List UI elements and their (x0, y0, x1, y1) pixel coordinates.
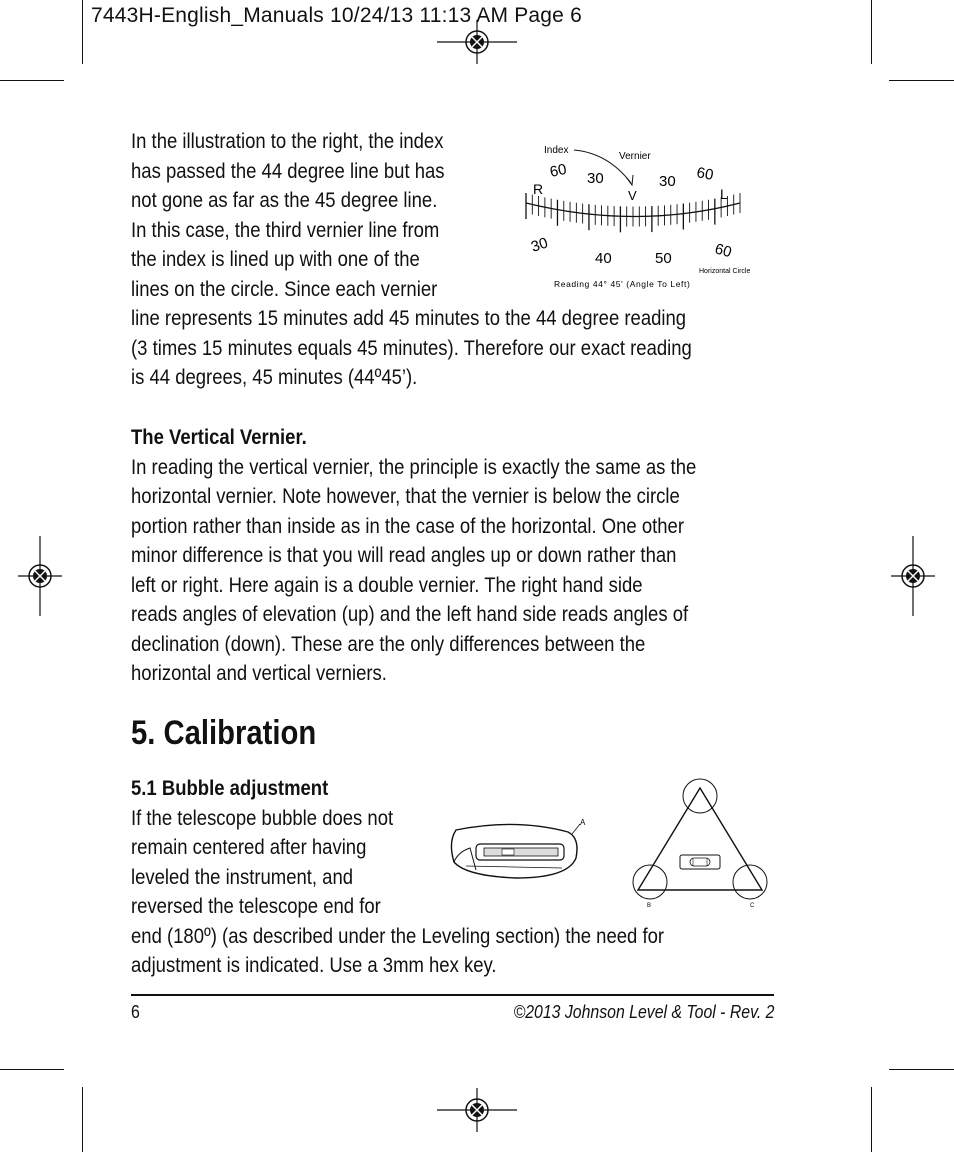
intro-line: the index is lined up with one of the (131, 247, 420, 271)
registration-mark-right (891, 536, 935, 616)
registration-mark-top (437, 20, 517, 64)
circle-number: 60 (712, 240, 734, 262)
vernier-number: 30 (587, 170, 604, 187)
intro-line: In the illustration to the right, the index (131, 129, 444, 153)
vertical-line: declination (down). These are the only differences between the (131, 631, 646, 656)
vertical-line: horizontal and vertical verniers. (131, 661, 387, 685)
label-b: B (647, 903, 652, 909)
intro-line: lines on the circle. Since each vernier (131, 276, 438, 301)
intro-line: In this case, the third vernier line from (131, 217, 440, 242)
registration-mark-left (18, 536, 62, 616)
vernier-number: 30 (659, 173, 676, 190)
intro-line: has passed the 44 degree line but has (131, 158, 445, 183)
vertical-line: portion rather than inside as in the case of the horizontal. One other (131, 513, 684, 538)
v-label: V (628, 188, 637, 203)
leveling-screws-diagram (630, 776, 770, 910)
bubble-line: end (180º) (as described under the Leveling section) the need for (131, 923, 665, 948)
intro-line: not gone as far as the 45 degree line. (131, 188, 438, 212)
intro-line: (3 times 15 minutes equals 45 minutes). Therefore our exact reading (131, 335, 692, 360)
bubble-line: If the telescope bubble does not (131, 805, 394, 830)
label-a: A (580, 818, 586, 827)
vernier-number: 60 (695, 164, 715, 184)
horizontal-vernier-illustration (518, 135, 768, 295)
vertical-line: reads angles of elevation (up) and the left hand side reads angles of (131, 602, 689, 626)
index-label: Index (544, 145, 569, 156)
intro-line: line represents 15 minutes add 45 minutes to the 44 degree reading (131, 306, 687, 330)
copyright-line: ©2013 Johnson Level & Tool - Rev. 2 (513, 1002, 774, 1022)
vertical-line: In reading the vertical vernier, the principle is exactly the same as the (131, 454, 697, 479)
subsection-title: 5.1 Bubble adjustment (131, 776, 329, 800)
vertical-line: horizontal vernier. Note however, that the vernier is below the circle (131, 484, 680, 508)
label-c: C (750, 903, 755, 909)
circle-number: 40 (595, 250, 612, 267)
vernier-number: 60 (548, 160, 569, 181)
circle-number: 50 (655, 250, 672, 267)
section-title: 5. Calibration (131, 714, 317, 752)
registration-mark-bottom (437, 1088, 517, 1132)
intro-line: is 44 degrees, 45 minutes (44º45’). (131, 365, 418, 389)
vernier-label: Vernier (619, 151, 651, 162)
bubble-line: adjustment is indicated. Use a 3mm hex key. (131, 953, 497, 977)
page-number: 6 (131, 1002, 140, 1022)
print-slug: 7443H-English_Manuals 10/24/13 11:13 AM Page 6 (91, 4, 582, 27)
footer-rule (131, 994, 774, 996)
vertical-vernier-heading: The Vertical Vernier. (131, 425, 307, 449)
l-label: L (720, 186, 728, 202)
vertical-line: minor difference is that you will read angles up or down rather than (131, 543, 677, 567)
telescope-bubble-illustration (446, 812, 592, 886)
vertical-vernier-section (131, 423, 696, 689)
r-label: R (533, 181, 544, 197)
circle-number: 30 (528, 234, 551, 256)
reading-caption: Reading 44° 45' (Angle To Left) (554, 279, 691, 289)
vertical-line: left or right. Here again is a double vernier. The right hand side (131, 572, 643, 597)
bubble-line: reversed the telescope end for (131, 894, 381, 918)
bubble-line: leveled the instrument, and (131, 864, 354, 889)
horizontal-circle-label: Horizontal Circle (699, 268, 751, 275)
bubble-line: remain centered after having (131, 835, 367, 859)
